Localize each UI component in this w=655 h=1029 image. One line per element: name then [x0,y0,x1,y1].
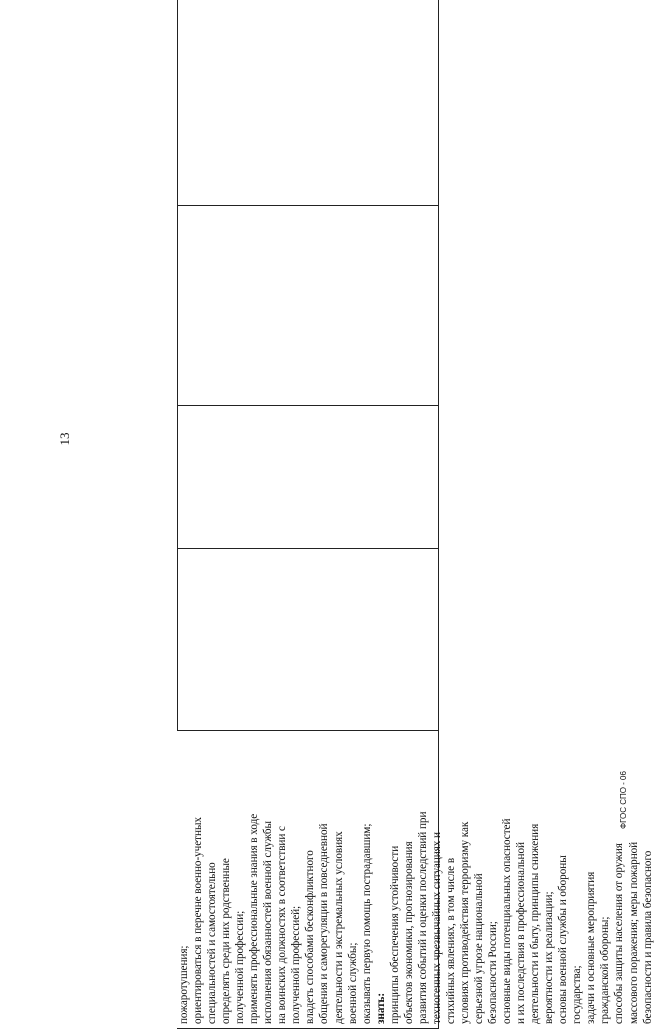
text-line: владеть способами бесконфликтного [304,850,317,1024]
text-line: военной службы; [346,942,359,1024]
text-line: исполнения обязанностей военной службы [262,821,275,1024]
text-line: безопасности России; [487,921,500,1024]
text-line: ориентироваться в перечне военно-учетных [192,817,205,1024]
text-line: стихийных явлениях, в том числе в [444,857,457,1024]
text-line: и их последствия в профессиональной [515,842,528,1024]
document-footer: ФГОС СПО - 06 [619,771,628,829]
text-line: деятельности и экстремальных условиях [332,831,345,1024]
text-line: специальностей и самостоятельно [206,862,219,1024]
empty-cell-3 [177,405,439,548]
text-line: оказывать первую помощь пострадавшим; [360,823,373,1024]
text-line: вероятности их реализации; [543,891,556,1024]
text-line: общения и саморегуляции в повседневной [318,823,331,1024]
text-line: способы защиты населения от оружия [613,843,626,1024]
text-line: на воинских должностях в соответствии с [276,826,289,1024]
text-line: техногенных чрезвычайных ситуациях и [430,832,443,1024]
text-line: гражданской обороны; [599,916,612,1024]
text-line: пожаротушения; [178,945,190,1024]
text-line: принципы обеспечения устойчивости [388,845,401,1024]
empty-cell-5 [177,0,439,205]
text-line: основы военной службы и обороны [557,855,570,1024]
empty-cell-2 [177,548,439,730]
text-line: развития событий и оценки последствий при [416,811,429,1024]
text-line: деятельности и быту, принципы снижения [529,823,542,1024]
text-line: знать: [374,992,387,1024]
page-number: 13 [57,432,72,446]
text-line: полученной профессией; [290,905,303,1024]
text-line: объектов экономики, прогнозирования [402,841,415,1024]
text-line: серьезной угрозе национальной [472,873,485,1024]
text-line: условиях противодействия терроризму как [458,821,471,1024]
text-line: задачи и основные мероприятия [585,871,598,1024]
text-line: государства; [571,965,584,1024]
text-line: массового поражения; меры пожарной [627,841,640,1024]
text-line: безопасности и правила безопасного [641,850,654,1024]
text-line: полученной профессии; [234,910,247,1024]
text-line: основные виды потенциальных опасностей [501,818,514,1024]
empty-cell-4 [177,205,439,405]
text-line: определять среди них родственные [220,858,233,1024]
text-line: применять профессиональные знания в ходе [248,813,261,1024]
